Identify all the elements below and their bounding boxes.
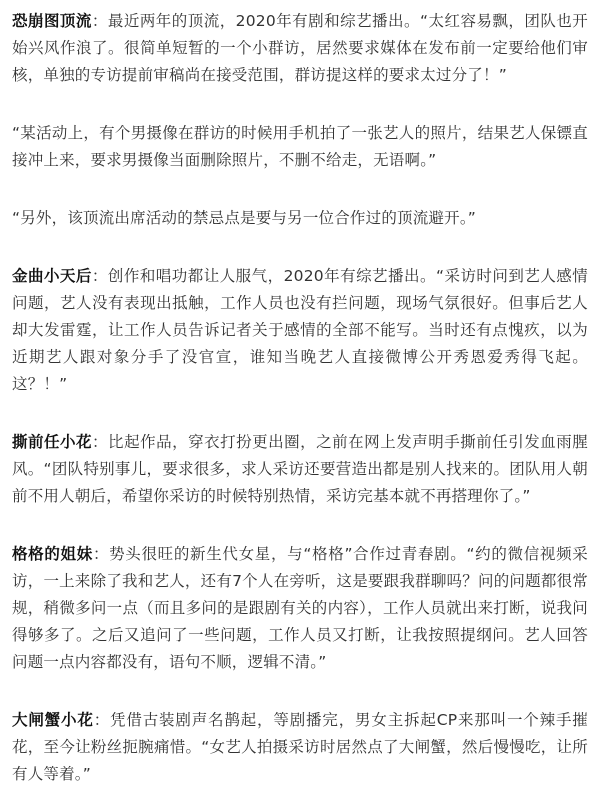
paragraph-text-1: ：最近两年的顶流，2020年有剧和综艺播出。“太红容易飘，团队也开始兴风作浪了。很简单短暂的一个小群访，居然要求媒体在发布前一定要给他们审核，单独的专访提前审稿尚在接受范围，群访提这样的要求太过分了！” [12, 12, 588, 84]
paragraph-text-5: ：比起作品，穿衣打扮更出圈，之前在网上发声明手撕前任引发血雨腥风。“团队特别事儿，要求很多，求人采访还要营造出都是别人找来的。团队用人朝前不用人朝后，希望你采访的时候特别热情，采访完基本就不再搭理你了。” [12, 433, 588, 505]
celebrity-label-4: 金曲小天后 [12, 267, 92, 285]
paragraph-text-4: ：创作和唱功都让人服气，2020年有综艺播出。“采访时问到艺人感情问题，艺人没有表现出抵触，工作人员也没有拦问题，现场气氛很好。但事后艺人却大发雷霆，让工作人员告诉记者关于感情的全部不能写。当时还有点愧疚，以为近期艺人跟对象分手了没官宣，谁知当晚艺人直接微博公开秀恩爱秀得飞起。这？！” [12, 267, 588, 393]
paragraph-7 [12, 707, 588, 788]
paragraph-4 [12, 263, 588, 398]
paragraph-3 [12, 205, 588, 232]
paragraph-1 [12, 8, 588, 89]
paragraph-text-3: “另外，该顶流出席活动的禁忌点是要与另一位合作过的顶流避开。” [12, 209, 477, 227]
paragraph-5 [12, 429, 588, 510]
paragraph-text-2: “某活动上，有个男摄像在群访的时候用手机拍了一张艺人的照片，结果艺人保镖直接冲上来，要求男摄像当面删除照片，不删不给走，无语啊。” [12, 124, 588, 169]
celebrity-label-7: 大闸蟹小花 [12, 711, 94, 729]
celebrity-label-6: 格格的姐妹 [12, 545, 93, 563]
paragraph-6 [12, 541, 588, 676]
celebrity-label-1: 恐崩图顶流 [12, 12, 92, 30]
celebrity-label-5: 撕前任小花 [12, 433, 93, 451]
paragraph-text-6: ：势头很旺的新生代女星，与“格格”合作过青春剧。“约的微信视频采访，一上来除了我和艺人，还有7个人在旁听，这是要跟我群聊吗？问的问题都很常规，稍微多问一点（而且多问的是跟剧有关的内容），工作人员就出来打断，说我问得够多了。之后又追问了一些问题，工作人员又打断，让我按照提纲问。艺人回答问题一点内容都没有，语句不顺，逻辑不清。” [12, 545, 588, 671]
paragraph-2 [12, 120, 588, 174]
paragraph-text-7: ：凭借古装剧声名鹊起，等剧播完，男女主拆起CP来那叫一个辣手摧花，至今让粉丝扼腕痛惜。“女艺人拍摄采访时居然点了大闸蟹，然后慢慢吃，让所有人等着。” [12, 711, 588, 783]
